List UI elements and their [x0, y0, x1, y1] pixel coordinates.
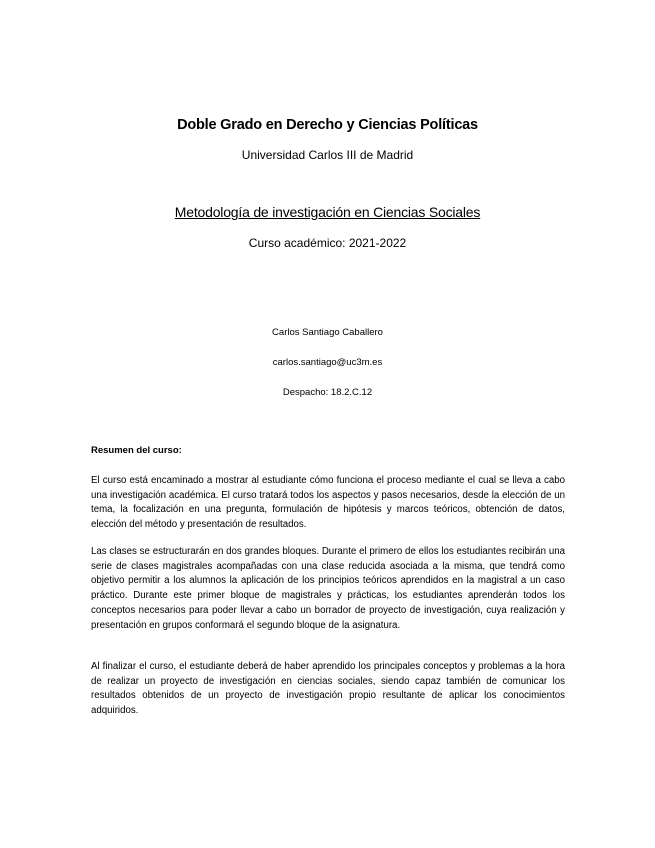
summary-paragraph: Al finalizar el curso, el estudiante deberá de haber aprendido los principales conceptos y problemas a la hora de realizar un proyecto de investigación en ciencias sociales, siendo capaz también de comunicar los resultados obtenidos de un proyecto de investigación propio resultante de aplicar los conocimientos adquiridos.	[91, 661, 565, 717]
instructor-name: Carlos Santiago Caballero	[272, 327, 383, 338]
degree-title: Doble Grado en Derecho y Ciencias Políticas	[177, 117, 478, 133]
summary-paragraph: El curso está encaminado a mostrar al estudiante cómo funciona el proceso mediante el cual se lleva a cabo una investigación académica. El curso tratará todos los aspectos y pasos necesarios, desde la elección de un tema, la focalización en una pregunta, formulación de hipótesis y marcos teóricos, obtención de datos, elección del método y presentación de resultados.	[91, 475, 565, 531]
course-title: Metodología de investigación en Ciencias Sociales	[174, 204, 481, 220]
instructor-email: carlos.santiago@uc3m.es	[272, 357, 383, 368]
summary-paragraph: Las clases se estructurarán en dos grandes bloques. Durante el primero de ellos los estudiantes recibirán una serie de clases magistrales acompañadas con una clase reducida asociada a la misma, que tendrá como objetivo permitir a los alumnos la aplicación de los principios teóricos aprendidos en la magistral a un caso práctico. Durante este primer bloque de magistrales y prácticas, los estudiantes aprenderán todos los conceptos necesarios para poder llevar a cabo un borrador de proyecto de investigación, cuya realización y presentación en grupos conformará el segundo bloque de la asignatura.	[91, 546, 565, 631]
summary-heading: Resumen del curso:	[91, 445, 182, 456]
university-name: Universidad Carlos III de Madrid	[241, 148, 414, 162]
academic-year: Curso académico: 2021-2022	[248, 236, 407, 250]
instructor-office: Despacho: 18.2.C.12	[282, 387, 373, 398]
